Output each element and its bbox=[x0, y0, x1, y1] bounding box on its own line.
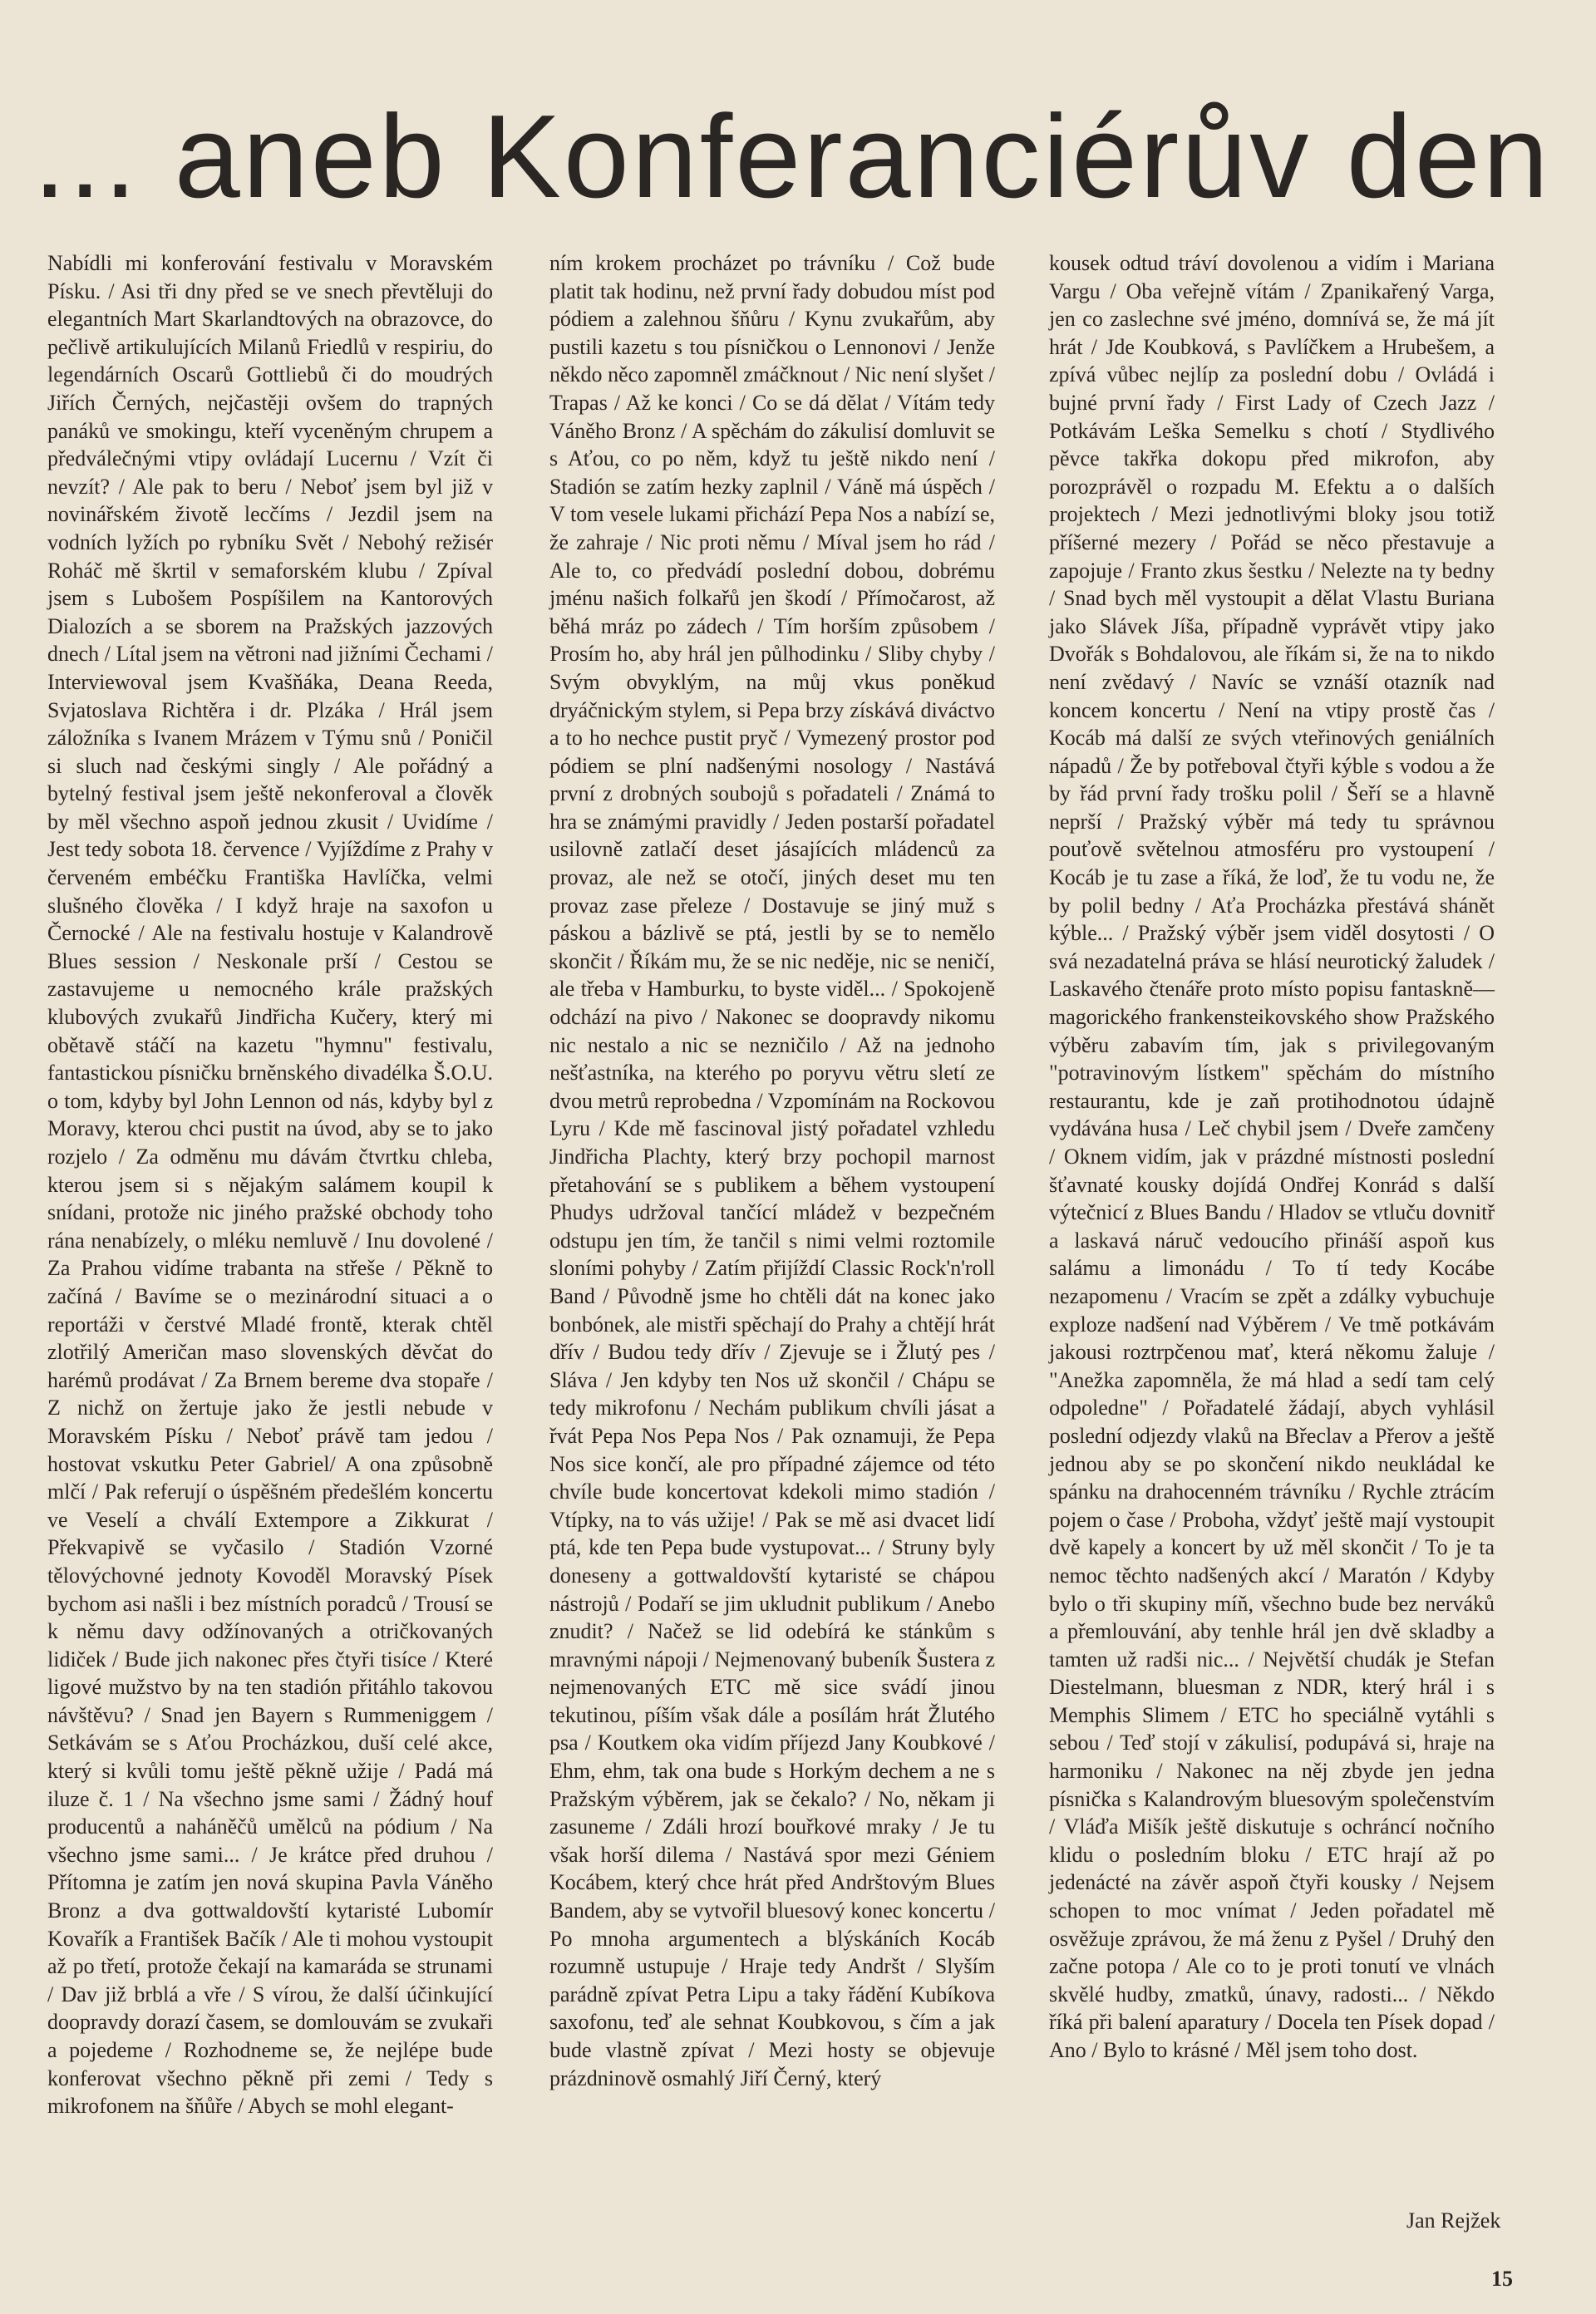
text-column-2 bbox=[549, 249, 995, 2092]
column-text: kousek odtud tráví dovolenou a vidím i Mariana Vargu / Oba veřejně vítám / Zpanikařený Varga, jen co zaslechne své jméno, domnívá se, že má jít hrát / Jde Koubková, s Pavlíčkem a Hrubešem, a zpívá vůbec nejlíp za poslední dobu / Ovládá i bujné první řady / First Lady of Czech Jazz / Potkávám Leška Semelku s chotí / Stydlivého pěvce takřka dokopu před mikrofon, aby porozprávěl o rozpadu M. Efektu a o dalších projektech / Mezi jednotlivými bloky jsou totiž příšerné mezery / Pořád se něco přestavuje a zapojuje / Franto zkus šestku / Nelezte na ty bedny / Snad bych měl vystoupit a dělat Vlastu Buriana jako Slávek Jíša, případně vyprávět vtipy jako Dvořák s Bohdalovou, ale říkám si, že na to nikdo není zvědavý / Navíc se vznáší otazník nad koncem koncertu / Není na vtipy prostě čas / Kocáb má další ze svých vteřinových geniálních nápadů / Že by potřeboval čtyři kýble s vodou a že by řád první řady trošku polil / Šeří se a hlavně neprší / Pražský výběr má tedy tu správnou pouťově světelnou atmosféru pro vystoupení / Kocáb je tu zase a říká, že loď, že tu vodu ne, že by polil bedny / Aťa Procházka přestává shánět kýble... / Pražský výběr jsem viděl dosytosti / O svá nezadatelná práva se hlásí neurotický žaludek / Laskavého čtenáře proto místo popisu fantaskně—magorického frankensteikovského show Pražského výběru zabavím tím, jak s privilegovaným "potravinovým lístkem" spěchám do místního restaurantu, kde je zaň protihodnotou údajně vydávána husa / Leč chybil jsem / Dveře zamčeny / Oknem vidím, jak v prázdné místnosti poslední šťavnaté kousky dojídá Ondřej Konrád s další výtečnicí z Blues Bandu / Hladov se vtluču dovnitř a laskavá náruč vedoucího přináší aspoň kus salámu a limonádu / To tí tedy Kocábe nezapomenu / Vracím se zpět a zdálky vybuchuje exploze nadšení nad Výběrem / Ve tmě potkávám jakousi roztrpčenou mať, která někomu žaluje / "Anežka zapomněla, že má hlad a sedí tam celý odpoledne" / Pořadatelé žádají, abych vyhlásil poslední odjezdy vlaků na Břeclav a Přerov a ještě jednou aby se po skončení nikdo neukládal ke spánku na drahocenném trávníku / Rychle ztrácím pojem o čase / Proboha, vždyť ještě mají vystoupit dvě kapely a koncert by už měl skončit / To je ta nemoc těchto nadšených akcí / Maratón / Kdyby bylo o tři skupiny míň, všechno bude bez nerváků a přemlouvání, aby tenhle hrál jen dvě skladby a tamten už radši nic... / Největší chudák je Stefan Diestelmann, bluesman z NDR, který hrál i s Memphis Slimem / ETC ho speciálně vytáhli s sebou / Teď stojí v zákulisí, podupává si, hraje na harmoniku / Nakonec na něj zbyde jen jedna písnička s Kalandrovým bluesovým společenstvím / Vláďa Mišík ještě diskutuje s ochráncí nočního klidu o posledním bloku / ETC hrají až po jedenácté na závěr aspoň čtyři kousky / Nejsem schopen to moc vnímat / Jeden pořadatel mě osvěžuje zprávou, že má ženu z Pyšel / Druhý den začne potopa / Ale co to je proti tonutí ve vlnách skvělé hudby, zmatků, únavy, radosti... / Někdo říká při balení aparatury / Docela ten Písek dopad / Ano / Bylo to krásné / Měl jsem toho dost. bbox=[1049, 251, 1495, 2062]
author-signature: Jan Rejžek bbox=[1406, 2208, 1501, 2233]
text-column-1 bbox=[47, 249, 493, 2120]
page-number: 15 bbox=[1491, 2267, 1513, 2291]
text-column-3 bbox=[1049, 249, 1495, 2065]
column-text: Nabídli mi konferování festivalu v Moravském Písku. / Asi tři dny před se ve snech převtěluji do elegantních Mart Skarlandtových na obrazovce, do pečlivě artikulujících Milanů Friedlů v respiriu, do legendárních Oscarů Gottliebů či do moudrých Jiřích Černých, nejčastěji ovšem do trapných panáků ve smokingu, kteří vyceněným chrupem a předválečnými vtipy ovládají Lucernu / Vzít či nevzít? / Ale pak to beru / Neboť jsem byl již v novinářském životě lecčíms / Jezdil jsem na vodních lyžích po rybníku Svět / Nebohý režisér Roháč mě škrtil v semaforském klubu / Zpíval jsem s Lubošem Pospíšilem na Kantorových Dialozích a se sborem na Pražských jazzových dnech / Lítal jsem na větroni nad jižními Čechami / Interviewoval jsem Kvašňáka, Deana Reeda, Svjatoslava Richtěra i dr. Plzáka / Hrál jsem záložníka s Ivanem Mrázem v Týmu snů / Poničil si sluch nad českými singly / Ale pořádný a bytelný festival jsem ještě nekonferoval a člověk by měl všechno aspoň jednou zkusit / Uvidíme / Jest tedy sobota 18. července / Vyjíždíme z Prahy v červeném embéčku Františka Havlíčka, velmi slušného člověka / I když hraje na saxofon u Černocké / Ale na festivalu hostuje v Kalandrově Blues session / Neskonale prší / Cestou se zastavujeme u nemocného krále pražských klubových zvukařů Jindřicha Kučery, který mi obětavě stáčí na kazetu "hymnu" festivalu, fantastickou písničku brněnského divadélka Š.O.U. o tom, kdyby byl John Lennon od nás, kdyby byl z Moravy, kterou chci pustit na úvod, aby se to jako rozjelo / Za odměnu mu dávám čtvrtku chleba, kterou jsem si s nějakým salámem koupil k snídani, protože nic jiného pražské obchody toho rána nenabízely, o mléku nemluvě / Inu dovolené / Za Prahou vidíme trabanta na střeše / Pěkně to začíná / Bavíme se o mezinárodní situaci a o reportáži v čerstvé Mladé frontě, kterak chtěl zlotřilý Američan maso slovenských děvčat do harémů prodávat / Za Brnem bereme dva stopaře / Z nichž on žertuje jako že jestli nebude v Moravském Písku / Neboť právě tam jedou / hostovat vskutku Peter Gabriel/ A ona způsobně mlčí / Pak referují o úspěšném předešlém koncertu ve Veselí a chválí Extempore a Zikkurat / Překvapivě se vyčasilo / Stadión Vzorné tělovýchovné jednoty Kovoděl Moravský Písek bychom asi našli i bez místních poradců / Trousí se k němu davy odžínovaných a otričkovaných lidiček / Bude jich nakonec přes čtyři tisíce / Které ligové mužstvo by na ten stadión přitáhlo takovou návštěvu? / Snad jen Bayern s Rummeniggem / Setkávám se s Aťou Procházkou, duší celé akce, který si kvůli tomu ještě pěkně užije / Padá má iluze č. 1 / Na všechno jsme sami / Žádný houf producentů a naháněčů umělců na pódium / Na všechno jsme sami... / Je krátce před druhou / Přítomna je zatím jen nová skupina Pavla Váněho Bronz a dva gottwaldovští kytaristé Lubomír Kovařík a František Bačík / Ale ti mohou vystoupit až po třetí, protože čekají na kamaráda se strunami / Dav již brblá a vře / S vírou, že další účinkující doopravdy dorazí časem, se domlouvám se zvukaři a pojedeme / Rozhodneme se, že nejlépe bude konferovat všechno pěkně při zemi / Tedy s mikrofonem na šňůře / Abych se mohl elegant- bbox=[47, 251, 493, 2119]
column-text: ním krokem procházet po trávníku / Což bude platit tak hodinu, než první řady dobudou míst pod pódiem a zalehnou šňůru / Kynu zvukařům, aby pustili kazetu s tou písničkou o Lennonovi / Jenže někdo něco zapomněl zmáčknout / Nic není slyšet / Trapas / Až ke konci / Co se dá dělat / Vítám tedy Váněho Bronz / A spěchám do zákulisí domluvit se s Aťou, co po něm, když tu ještě nikdo není / Stadión se zatím hezky zaplnil / Váně má úspěch / V tom vesele lukami přichází Pepa Nos a nabízí se, že zahraje / Nic proti němu / Míval jsem ho rád / Ale to, co předvádí poslední dobou, dobrému jménu našich folkařů jen škodí / Přímočarost, až běhá mráz po zádech / Tím horším způsobem / Prosím ho, aby hrál jen půlhodinku / Sliby chyby / Svým obvyklým, na můj vkus poněkud dryáčnickým stylem, si Pepa brzy získává diváctvo a to ho nechce pustit pryč / Vymezený prostor pod pódiem se plní nadšenými nosology / Nastává první z drobných soubojů s pořadateli / Známá to hra se známými pravidly / Jeden postarší pořadatel usilovně zatlačí deset jásajících mládenců za provaz, ale než se otočí, jiných deset mu ten provaz zase přeleze / Dostavuje se jiný muž s páskou a bázlivě se ptá, jestli by se to nemělo skončit / Říkám mu, že se nic neděje, nic se neničí, ale třeba v Hamburku, to byste viděl... / Spokojeně odchází na pivo / Nakonec se doopravdy nikomu nic nestalo a nic se nezničilo / Až na jednoho nešťastníka, na kterého po poryvu větru sletí ze dvou metrů reprobedna / Vzpomínám na Rockovou Lyru / Kde mě fascinoval jistý pořadatel vzhledu Jindřicha Plachty, který brzy pochopil marnost přetahování se s publikem a během vystoupení Phudys udržoval tančící mládež v bezpečném odstupu jen tím, že tančil s nimi velmi roztomile sloními pohyby / Zatím přijíždí Classic Rock'n'roll Band / Původně jsme ho chtěli dát na konec jako bonbónek, ale mistři spěchají do Prahy a chtějí hrát dřív / Budou tedy dřív / Zjevuje se i Žlutý pes / Sláva / Jen kdyby ten Nos už skončil / Chápu se tedy mikrofonu / Nechám publikum chvíli jásat a řvát Pepa Nos Pepa Nos / Pak oznamuji, že Pepa Nos sice končí, ale pro případné zájemce od této chvíle bude koncertovat kdekoli mimo stadión / Vtípky, na to vás užije! / Pak se mě asi dvacet lidí ptá, kde ten Pepa bude vystupovat... / Struny byly doneseny a gottwaldovští kytaristé se chápou nástrojů / Podaří se jim ukludnit publikum / Anebo znudit? / Načež se lid odebírá ke stánkům s mravnými nápoji / Nejmenovaný bubeník Šustera z nejmenovaných ETC mě sice svádí jinou tekutinou, píším však dále a posílám hrát Žlutého psa / Koutkem oka vidím příjezd Jany Koubkové / Ehm, ehm, tak ona bude s Horkým dechem a ne s Pražským výběrem, jak se čekalo? / No, někam ji zasuneme / Zdáli hrozí bouřkové mraky / Je tu však horší dilema / Nastává spor mezi Géniem Kocábem, který chce hrát před Andrštovým Blues Bandem, aby se vytvořil bluesový konec koncertu / Po mnoha argumentech a blýskáních Kocáb rozumně ustupuje / Hraje tedy Andršt / Slyším parádně zpívat Petra Lipu a taky řádění Kubíkova saxofonu, teď ale sehnat Koubkovou, s čím a jak bude vlastně zpívat / Mezi hosty se objevuje prázdninově osmahlý Jiří Černý, který bbox=[549, 251, 995, 2090]
headline: ... aneb Konferanciérův den bbox=[33, 91, 1551, 223]
